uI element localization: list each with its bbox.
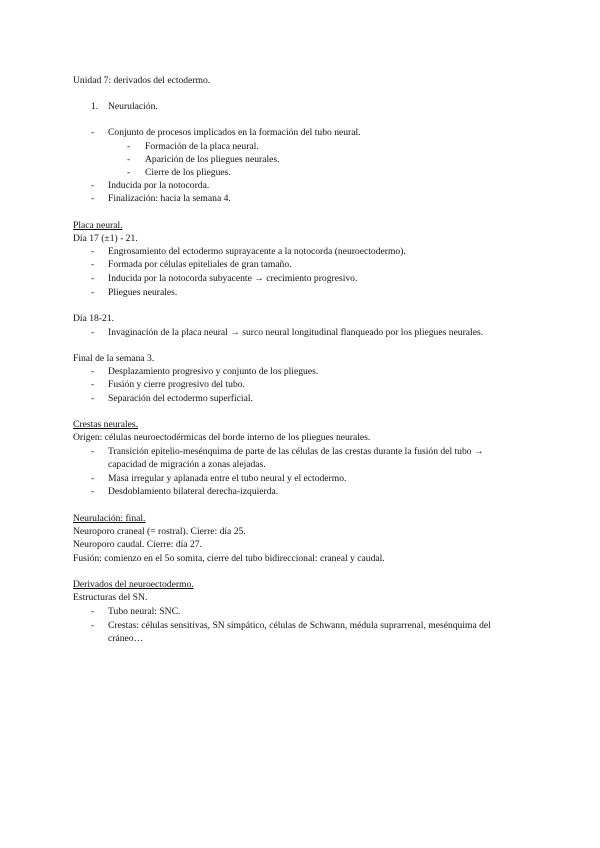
list-item: Formada por células epiteliales de gran tamaño. <box>108 259 292 270</box>
heading-placa-neural: Placa neural. <box>73 220 123 231</box>
text-line: Fusión: comienzo en el 5o somita, cierre del tubo bidireccional: craneal y caudal. <box>73 553 385 564</box>
bullet-dash: - <box>91 366 95 377</box>
origin-line: Origen: células neuroectodérmicas del borde interno de los pliegues neurales. <box>73 432 371 443</box>
list-item: Inducida por la notocorda subyacente → crecimiento progresivo. <box>108 273 358 284</box>
bullet-dash: - <box>91 606 95 617</box>
document-title: Unidad 7: derivados del ectodermo. <box>73 75 211 86</box>
list-item: Desplazamiento progresivo y conjunto de los pliegues. <box>108 366 319 377</box>
bullet-dash: - <box>91 273 95 284</box>
list-item-continuation: capacidad de migración a zonas alejadas. <box>108 459 266 470</box>
list-item: Desdoblamiento bilateral derecha-izquierda. <box>108 486 279 497</box>
list-item: Masa irregular y aplanada entre el tubo neural y el ectodermo. <box>108 473 347 484</box>
bullet-dash: - <box>91 620 95 631</box>
day-line: Día 18-21. <box>73 313 115 324</box>
bullet-dash: - <box>127 167 131 178</box>
day-line: Final de la semana 3. <box>73 353 155 364</box>
bullet-dash: - <box>127 141 131 152</box>
bullet-dash: - <box>91 486 95 497</box>
list-item: Engrosamiento del ectodermo suprayacente a la notocorda (neuroectodermo). <box>108 246 406 257</box>
section-number: 1. <box>91 101 99 112</box>
text-line: Estructuras del SN. <box>73 592 148 603</box>
bullet-dash: - <box>91 180 95 191</box>
bullet-dash: - <box>91 473 95 484</box>
bullet-dash: - <box>91 259 95 270</box>
bullet-dash: - <box>91 127 95 138</box>
day-line: Día 17 (±1) - 21. <box>73 233 138 244</box>
sub-list-item: Formación de la placa neural. <box>145 141 259 152</box>
bullet-dash: - <box>91 246 95 257</box>
list-item: Invaginación de la placa neural → surco neural longitudinal flanqueado por los pliegues neurales. <box>108 327 484 338</box>
list-item: Pliegues neurales. <box>108 287 178 298</box>
bullet-dash: - <box>91 193 95 204</box>
heading-neurulacion-final: Neurulación: final. <box>73 513 146 524</box>
list-item: Crestas: células sensitivas, SN simpático, células de Schwann, médula suprarrenal, mesénquima del <box>108 620 491 631</box>
list-item: Finalización: hacia la semana 4. <box>108 193 231 204</box>
list-item: Inducida por la notocorda. <box>108 180 210 191</box>
text-line: Neuroporo caudal. Cierre: día 27. <box>73 539 202 550</box>
sub-list-item: Cierre de los pliegues. <box>145 167 231 178</box>
heading-derivados: Derivados del neuroectodermo. <box>73 579 194 590</box>
section-heading-neurulacion: Neurulación. <box>108 101 158 112</box>
list-item: Transición epitelio-mesénquima de parte de las células de las crestas durante la fusión del tubo → <box>108 446 484 457</box>
sub-list-item: Aparición de los pliegues neurales. <box>145 154 280 165</box>
bullet-dash: - <box>91 393 95 404</box>
list-item: Fusión y cierre progresivo del tubo. <box>108 379 245 390</box>
list-item-continuation: cráneo… <box>108 633 144 644</box>
bullet-dash: - <box>91 327 95 338</box>
bullet-dash: - <box>91 446 95 457</box>
bullet-dash: - <box>127 154 131 165</box>
list-item: Tubo neural: SNC. <box>108 606 181 617</box>
list-item: Conjunto de procesos implicados en la formación del tubo neural. <box>108 127 361 138</box>
heading-crestas-neurales: Crestas neurales. <box>73 419 139 430</box>
text-line: Neuroporo craneal (= rostral). Cierre: día 25. <box>73 526 246 537</box>
bullet-dash: - <box>91 379 95 390</box>
list-item: Separación del ectodermo superficial. <box>108 393 253 404</box>
bullet-dash: - <box>91 287 95 298</box>
